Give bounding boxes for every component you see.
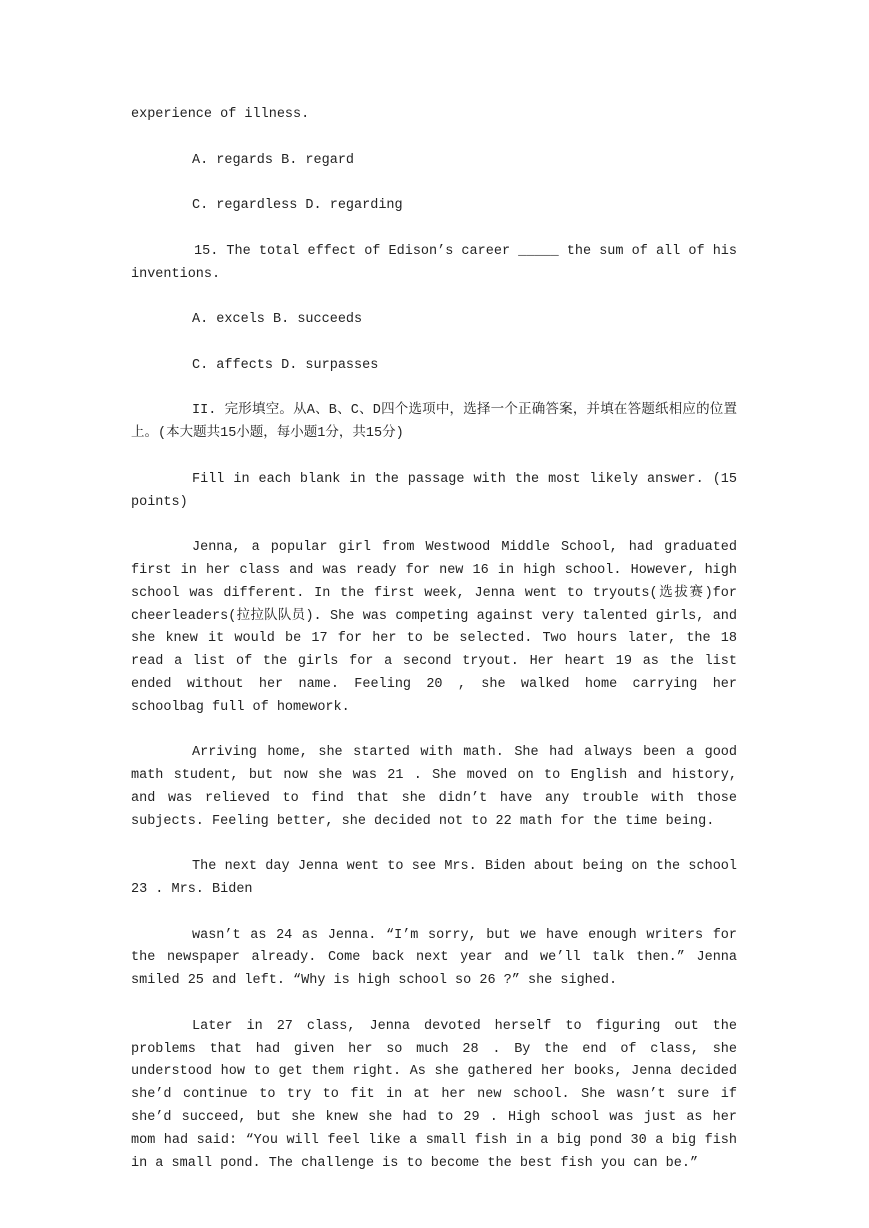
q15-options-ab: A. excels B. succeeds	[192, 312, 363, 328]
q14-options-cd: C. regardless D. regarding	[192, 198, 403, 214]
section-heading: II. 完形填空。从A、B、C、D四个选项中，选择一个正确答案，并填在答题纸相应的位置上。(本大题共15小题，每小题1分，共15分)	[131, 403, 737, 442]
passage-paragraph-3: The next day Jenna went to see Mrs. Biden about being on the school 23 . Mrs. Biden	[131, 859, 737, 898]
q14-options-ab: A. regards B. regard	[192, 152, 355, 168]
passage-paragraph-1: Jenna, a popular girl from Westwood Middle School, had graduated first in her class and was ready for new 16 in high school. However, high school was different. In the first week, Jenna went to tryouts(选拔赛)for cheerleaders(拉拉队队员). She was competing against very talented girls, and she knew it would be 17 for her to be selected. Two hours later, the 18 read a list of the girls for a second tryout. Her heart 19 as the list ended without her name. Feeling 20 , she walked home carrying her schoolbag full of homework.	[131, 540, 737, 715]
q15-stem: 15. The total effect of Edison’s career _____ the sum of all of his inventions.	[131, 243, 737, 282]
section-instruction: Fill in each blank in the passage with the most likely answer. (15 points)	[131, 471, 737, 510]
q14-continuation: experience of illness.	[131, 107, 310, 122]
document-page	[131, 104, 737, 1175]
passage-paragraph-5: Later in 27 class, Jenna devoted herself to figuring out the problems that had given her so much 28 . By the end of class, she understood how to get them right. As she gathered her books, Jenna decided she’d continue to try to fit in at her new school. She wasn’t sure if she’d succeed, but she knew she had to 29 . High school was just as her mom had said: “You will feel like a small fish in a big pond 30 a big fish in a small pond. The challenge is to become the best fish you can be.”	[131, 1018, 737, 1171]
passage-paragraph-2: Arriving home, she started with math. She had always been a good math student, but now she was 21 . She moved on to English and history, and was relieved to find that she didn’t have any trouble with those subjects. Feeling better, she decided not to 22 math for the time being.	[131, 745, 737, 829]
q15-options-cd: C. affects D. surpasses	[192, 357, 379, 373]
passage-paragraph-4: wasn’t as 24 as Jenna. “I’m sorry, but we have enough writers for the newspaper already. Come back next year and we’ll talk then.” Jenna smiled 25 and left. “Why is high school so 26 ?” she sighed.	[131, 927, 737, 989]
